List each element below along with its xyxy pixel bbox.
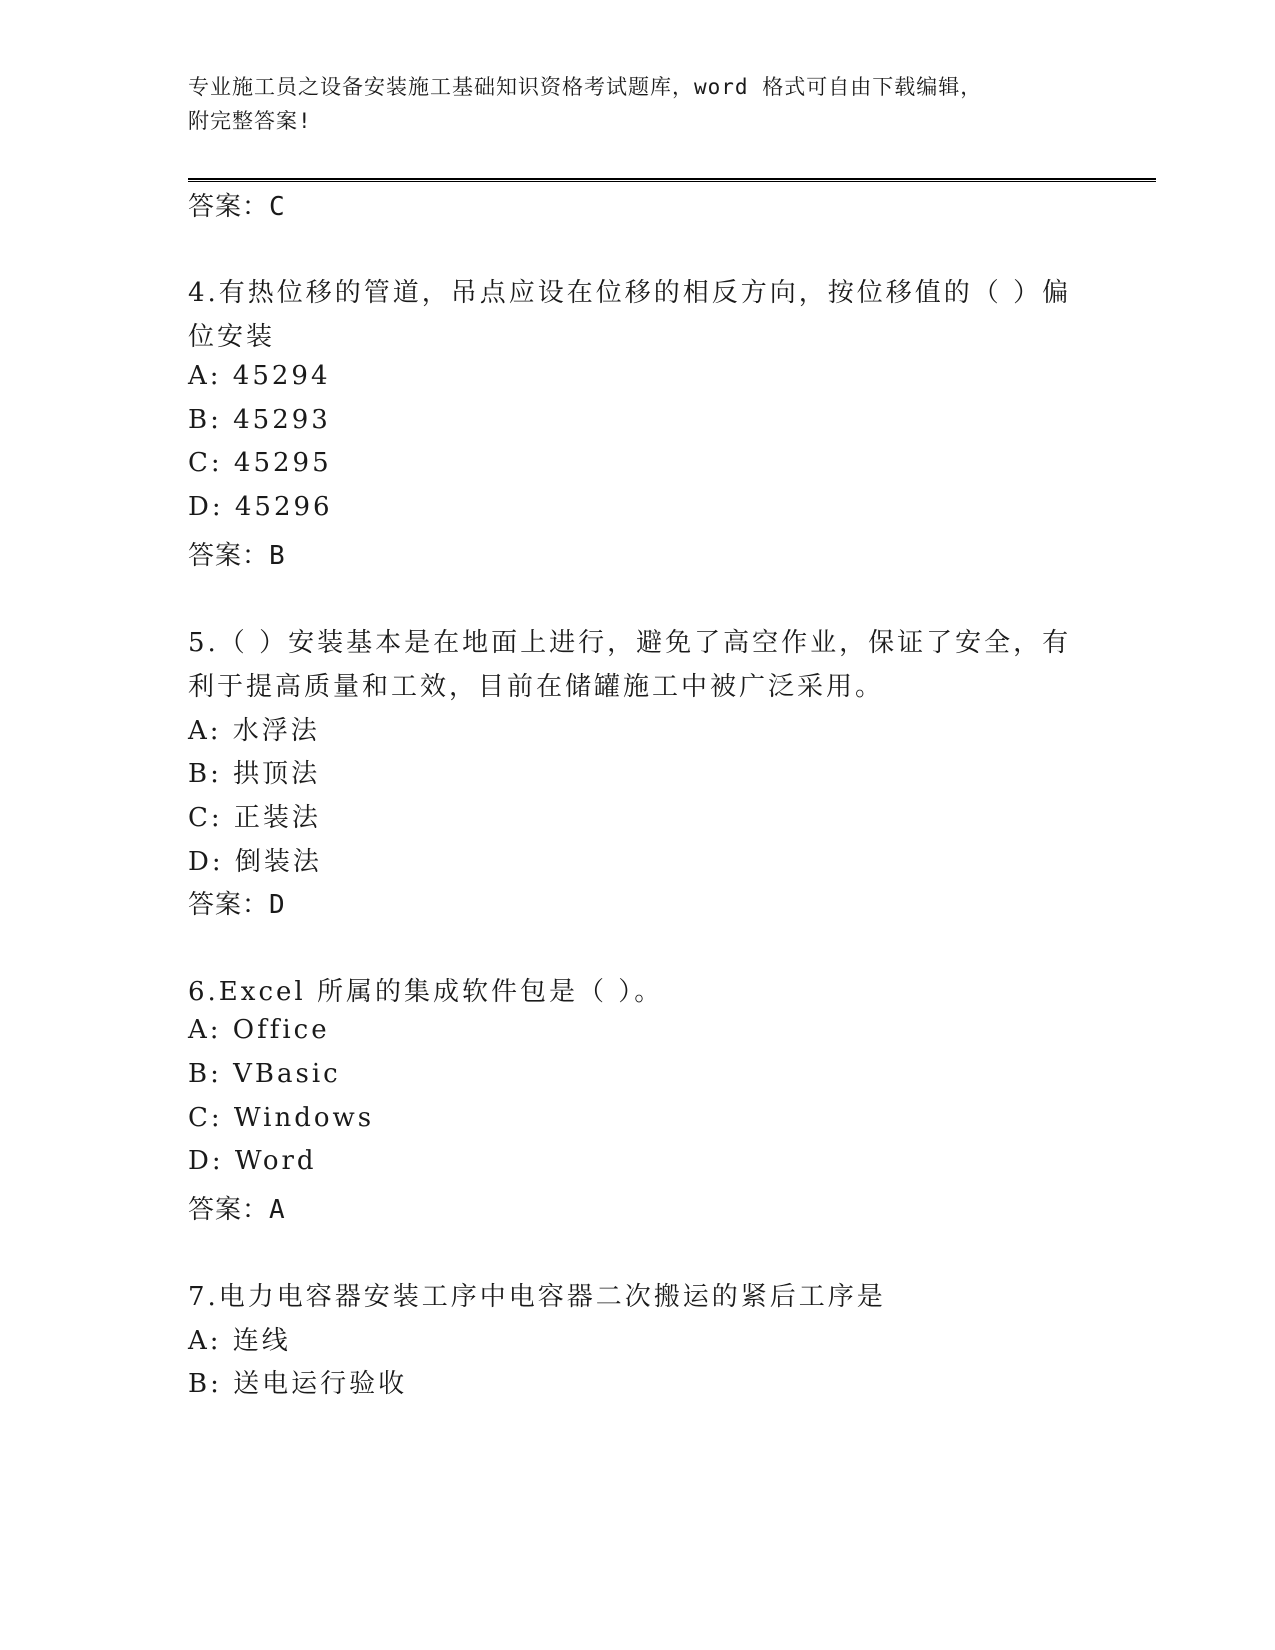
document-header <box>188 70 1068 138</box>
question-4-answer: 答案：B <box>188 541 286 571</box>
question-4-stem-line-1: 4.有热位移的管道，吊点应设在位移的相反方向，按位移值的（ ）偏 <box>188 278 1072 308</box>
question-5-stem-line-1: 5.（ ）安装基本是在地面上进行，避免了高空作业，保证了安全，有 <box>188 628 1072 658</box>
question-5-answer: 答案：D <box>188 890 286 920</box>
question-5-option-b: B: 拱顶法 <box>188 759 321 789</box>
question-4-option-d: D: 45296 <box>188 492 333 522</box>
question-6-answer: 答案：A <box>188 1195 286 1225</box>
question-5-stem-line-2: 利于提高质量和工效，目前在储罐施工中被广泛采用。 <box>188 672 885 702</box>
question-4-option-a: A: 45294 <box>188 361 331 391</box>
header-line-1: 专业施工员之设备安装施工基础知识资格考试题库，word 格式可自由下载编辑， <box>188 75 983 99</box>
answer-previous: 答案：C <box>188 192 286 222</box>
question-5-option-a: A: 水浮法 <box>188 716 320 746</box>
question-7-option-b: B: 送电运行验收 <box>188 1369 408 1399</box>
question-6-option-c: C: Windows <box>188 1103 375 1133</box>
question-5-option-d: D: 倒装法 <box>188 847 322 877</box>
question-6-stem-line-1: 6.Excel 所属的集成软件包是（ ）。 <box>188 977 664 1007</box>
question-6-option-d: D: Word <box>188 1146 317 1176</box>
question-4-stem-line-2: 位安装 <box>188 322 276 352</box>
question-7-option-a: A: 连线 <box>188 1326 291 1356</box>
question-4-option-c: C: 45295 <box>188 448 332 478</box>
question-5-option-c: C: 正装法 <box>188 803 321 833</box>
header-divider <box>188 178 1156 182</box>
question-4-option-b: B: 45293 <box>188 405 331 435</box>
header-line-2: 附完整答案! <box>188 109 312 133</box>
question-6-option-a: A: Office <box>188 1015 330 1045</box>
question-6-option-b: B: VBasic <box>188 1059 341 1089</box>
question-7-stem-line-1: 7.电力电容器安装工序中电容器二次搬运的紧后工序是 <box>188 1282 886 1312</box>
